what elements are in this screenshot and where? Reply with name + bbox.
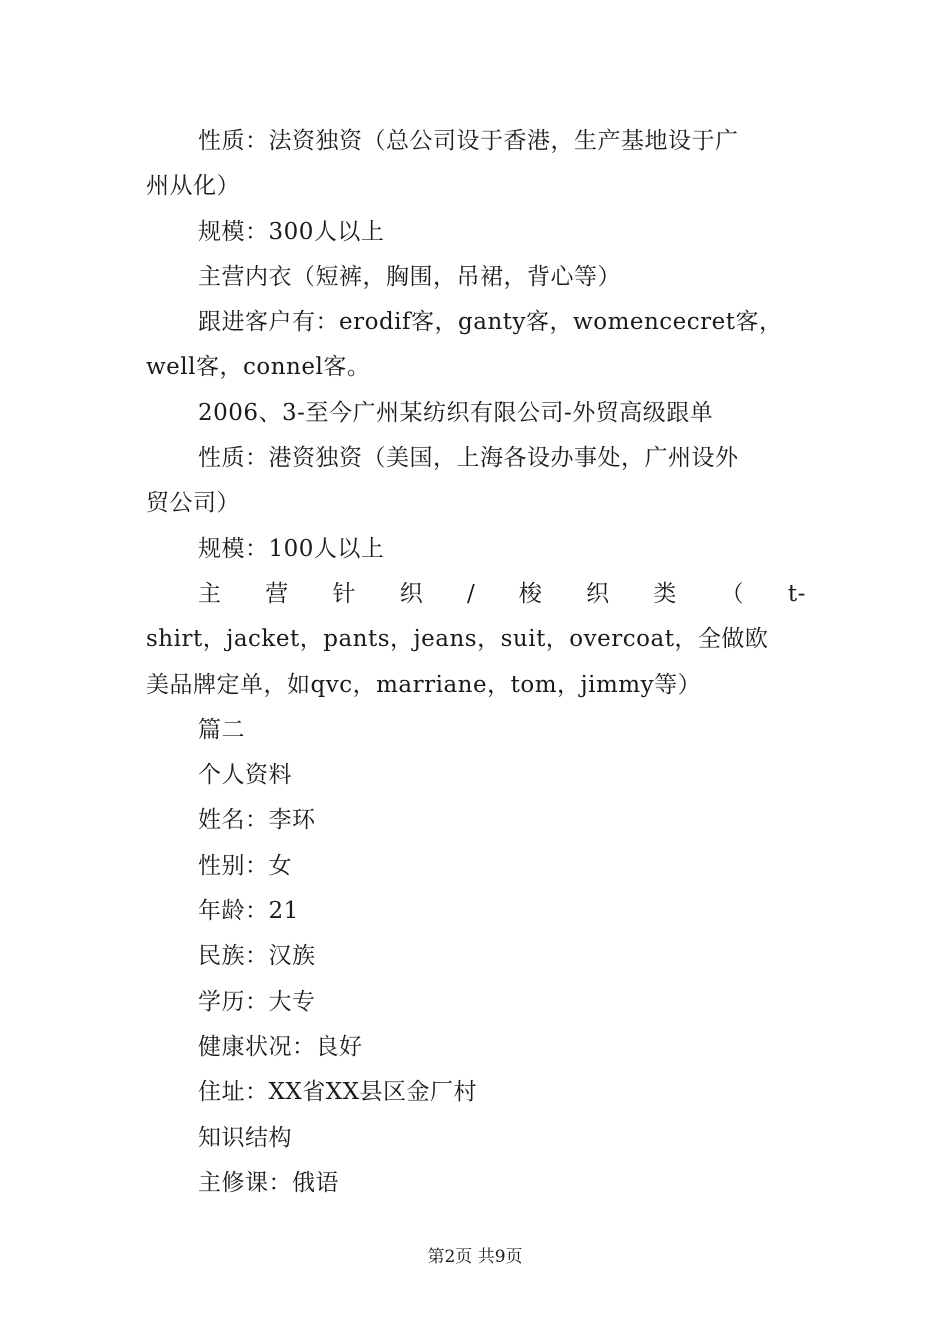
text-line: 美品牌定单，如qvc，marriane，tom，jimmy等） (146, 671, 702, 698)
text-line: 住址：XX省XX县区金厂村 (198, 1079, 477, 1106)
text-fragment: 类 (653, 580, 677, 607)
text-line: 跟进客户有：erodif客，ganty客，womencecret客， (198, 309, 783, 336)
text-line: 年龄：21 (198, 898, 299, 925)
text-fragment: 针 (332, 580, 356, 607)
text-fragment: （ (720, 580, 745, 607)
text-fragment: / (466, 580, 476, 607)
text-line: 健康状况：良好 (198, 1033, 363, 1060)
text-line: 性质：港资独资（美国，上海各设办事处，广州设外 (198, 445, 739, 472)
text-fragment: 主 (198, 580, 222, 607)
text-line: 州从化） (146, 173, 240, 200)
text-line: 姓名：李环 (198, 807, 316, 834)
text-line: well客，connel客。 (146, 354, 371, 381)
section-heading: 个人资料 (198, 762, 292, 789)
text-line: 学历：大专 (198, 988, 316, 1015)
text-line: 规模：100人以上 (198, 535, 385, 562)
page-footer: 第2页 共9页 (427, 1247, 523, 1267)
section-heading: 篇二 (198, 716, 245, 743)
text-line: 规模：300人以上 (198, 218, 385, 245)
section-heading: 知识结构 (198, 1124, 292, 1151)
text-line: 性质：法资独资（总公司设于香港，生产基地设于广 (198, 128, 739, 154)
justified-text-line (146, 572, 806, 617)
text-line: 主营内衣（短裤，胸围，吊裙，背心等） (198, 263, 621, 290)
text-fragment: 营 (265, 580, 289, 607)
text-line: 民族：汉族 (198, 943, 316, 970)
text-line: shirt，jacket，pants，jeans，suit，overcoat，全做欧 (146, 626, 769, 653)
text-line: 2006、3-至今广州某纺织有限公司-外贸高级跟单 (198, 399, 714, 426)
text-line: 贸公司） (146, 490, 240, 517)
text-fragment: 梭 (518, 580, 543, 607)
text-line: 主修课：俄语 (198, 1169, 339, 1196)
text-fragment: 织 (399, 580, 424, 607)
text-fragment: t- (787, 580, 806, 607)
document-body (146, 119, 806, 1206)
text-line: 性别：女 (198, 852, 292, 879)
text-fragment: 织 (586, 580, 610, 607)
